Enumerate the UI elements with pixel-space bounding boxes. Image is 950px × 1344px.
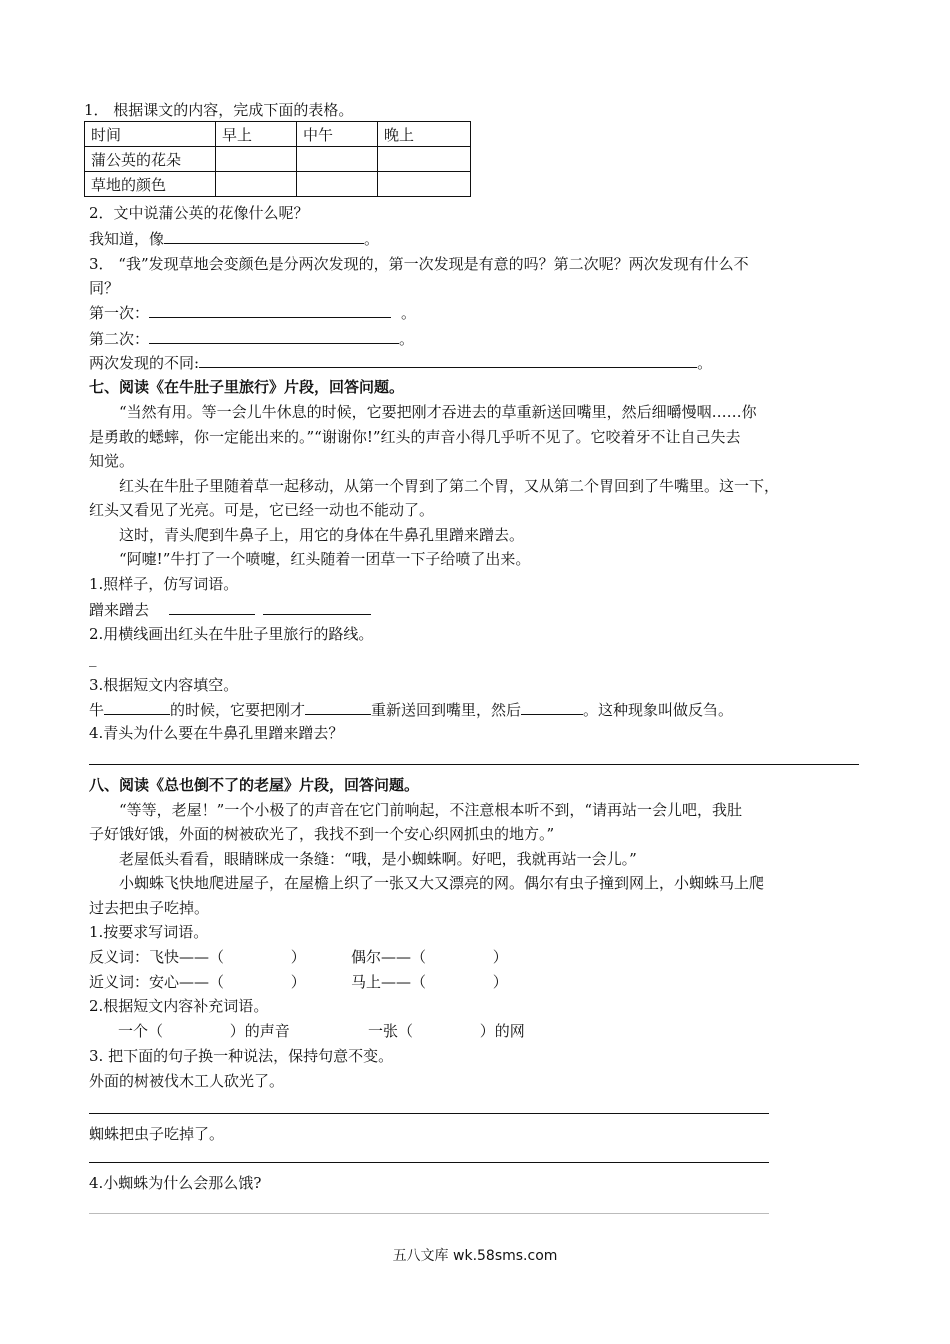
fill-row xyxy=(89,699,733,720)
table-row xyxy=(85,147,471,172)
question-1: 1． 根据课文的内容，完成下面的表格。 xyxy=(84,101,354,119)
passage-text: 知觉。 xyxy=(89,452,135,470)
blank[interactable] xyxy=(521,699,583,715)
passage-text: “当然有用。等一会儿牛休息的时候，它要把刚才吞进去的草重新送回嘴里，然后细嚼慢咽……你 xyxy=(119,403,757,421)
table-cell: 草地的颜色 xyxy=(85,172,216,197)
synonym-b: 马上——（ ） xyxy=(351,973,508,991)
period: 。 xyxy=(401,304,417,322)
first-label: 第一次： xyxy=(89,304,150,322)
sentence-1: 外面的树被伐木工人砍光了。 xyxy=(89,1072,285,1090)
passage-text: 老屋低头看看，眼睛眯成一条缝：“哦，是小蜘蛛啊。好吧，我就再站一会儿。” xyxy=(119,850,637,868)
antonym-a: 反义词：飞快——（ ） xyxy=(89,948,306,966)
second-time-row xyxy=(89,328,414,349)
sentence-2: 蜘蛛把虫子吃掉了。 xyxy=(89,1125,225,1143)
fill-a: 一个（ ）的声音 xyxy=(118,1022,290,1040)
table-header: 中午 xyxy=(297,122,378,147)
table-header: 晚上 xyxy=(378,122,471,147)
question-1: 1.照样子，仿写词语。 xyxy=(89,575,239,593)
question-1: 1.按要求写词语。 xyxy=(89,923,209,941)
passage-text: “阿嚏!”牛打了一个喷嚏，红头随着一团草一下子给喷了出来。 xyxy=(119,550,531,568)
table-cell xyxy=(378,172,471,197)
answer-line[interactable] xyxy=(89,764,859,765)
example-word: 蹭来蹭去 xyxy=(89,601,150,619)
footer-watermark: 五八文库 wk.58sms.com xyxy=(392,1248,558,1264)
question-4: 4.青头为什么要在牛鼻孔里蹭来蹭去？ xyxy=(89,724,344,742)
table-cell: 蒲公英的花朵 xyxy=(85,147,216,172)
blank[interactable] xyxy=(164,228,364,244)
example-row xyxy=(89,599,371,620)
answer-line[interactable] xyxy=(89,1162,769,1163)
blank[interactable] xyxy=(149,328,399,344)
answer-prefix: 我知道，像 xyxy=(89,230,165,248)
question-3: 3. 把下面的句子换一种说法，保持句意不变。 xyxy=(89,1047,394,1065)
section-8-title: 八、阅读《总也倒不了的老屋》片段，回答问题。 xyxy=(89,776,420,794)
passage-text: 红头在牛肚子里随着草一起移动，从第一个胃到了第二个胃，又从第二个胃回到了牛嘴里。这一下， xyxy=(119,477,780,495)
fill-text: 。这种现象叫做反刍。 xyxy=(583,701,734,719)
question-3: 3.根据短文内容填空。 xyxy=(89,676,239,694)
blank[interactable] xyxy=(149,302,391,318)
table-cell xyxy=(297,147,378,172)
answer-suffix: 。 xyxy=(364,230,380,248)
passage-text: 红头又看见了光亮。可是，它已经一动也不能动了。 xyxy=(89,501,435,519)
passage-text: 这时，青头爬到牛鼻子上，用它的身体在牛鼻孔里蹭来蹭去。 xyxy=(119,526,525,544)
answer-line-2 xyxy=(89,228,379,249)
question-4: 4.小蜘蛛为什么会那么饿? xyxy=(89,1174,262,1192)
period: 。 xyxy=(399,330,415,348)
difference-label: 两次发现的不同: xyxy=(89,354,200,372)
table-cell xyxy=(297,172,378,197)
fill-text: 牛 xyxy=(89,701,105,719)
blank[interactable] xyxy=(199,352,697,368)
table-cell xyxy=(216,172,297,197)
table-row xyxy=(85,122,471,147)
answer-table xyxy=(84,121,471,197)
section-7-title: 七、阅读《在牛肚子里旅行》片段，回答问题。 xyxy=(89,378,405,396)
fill-text: 重新送回到嘴里，然后 xyxy=(371,701,522,719)
question-3-line1: 3． “我”发现草地会变颜色是分两次发现的，第一次发现是有意的吗？第二次呢？两次发现有什么不 xyxy=(89,255,749,273)
table-cell xyxy=(378,147,471,172)
table-header: 时间 xyxy=(85,122,216,147)
question-3-line2: 同？ xyxy=(89,279,120,297)
question-2: 2.用横线画出红头在牛肚子里旅行的路线。 xyxy=(89,625,374,643)
second-label: 第二次： xyxy=(89,330,150,348)
blank[interactable] xyxy=(263,599,371,615)
period: 。 xyxy=(697,354,713,372)
table-cell xyxy=(216,147,297,172)
passage-text: 是勇敢的蟋蟀，你一定能出来的。”“谢谢你!”红头的声音小得几乎听不见了。它咬着牙不让自己失去 xyxy=(89,428,741,446)
first-time-row xyxy=(89,302,416,323)
fill-text: 的时候，它要把刚才 xyxy=(170,701,306,719)
table-row xyxy=(85,172,471,197)
blank[interactable] xyxy=(104,699,170,715)
answer-line[interactable] xyxy=(89,1213,769,1214)
fill-b: 一张（ ）的网 xyxy=(368,1022,525,1040)
question-2: 2.根据短文内容补充词语。 xyxy=(89,997,269,1015)
passage-text: 子好饿好饿，外面的树被砍光了，我找不到一个安心织网抓虫的地方。” xyxy=(89,825,555,843)
passage-text: 小蜘蛛飞快地爬进屋子，在屋檐上织了一张又大又漂亮的网。偶尔有虫子撞到网上，小蜘蛛马上爬 xyxy=(119,874,765,892)
short-mark: _ xyxy=(89,649,97,667)
blank[interactable] xyxy=(169,599,255,615)
passage-text: “等等，老屋！”一个小极了的声音在它门前响起，不注意根本听不到，“请再站一会儿吧，我肚 xyxy=(119,801,743,819)
difference-row xyxy=(89,352,712,373)
answer-line[interactable] xyxy=(89,1113,769,1114)
synonym-a: 近义词：安心——（ ） xyxy=(89,973,306,991)
question-2: 2．文中说蒲公英的花像什么呢？ xyxy=(89,204,309,222)
antonym-b: 偶尔——（ ） xyxy=(351,948,508,966)
table-header: 早上 xyxy=(216,122,297,147)
blank[interactable] xyxy=(305,699,371,715)
passage-text: 过去把虫子吃掉。 xyxy=(89,899,210,917)
